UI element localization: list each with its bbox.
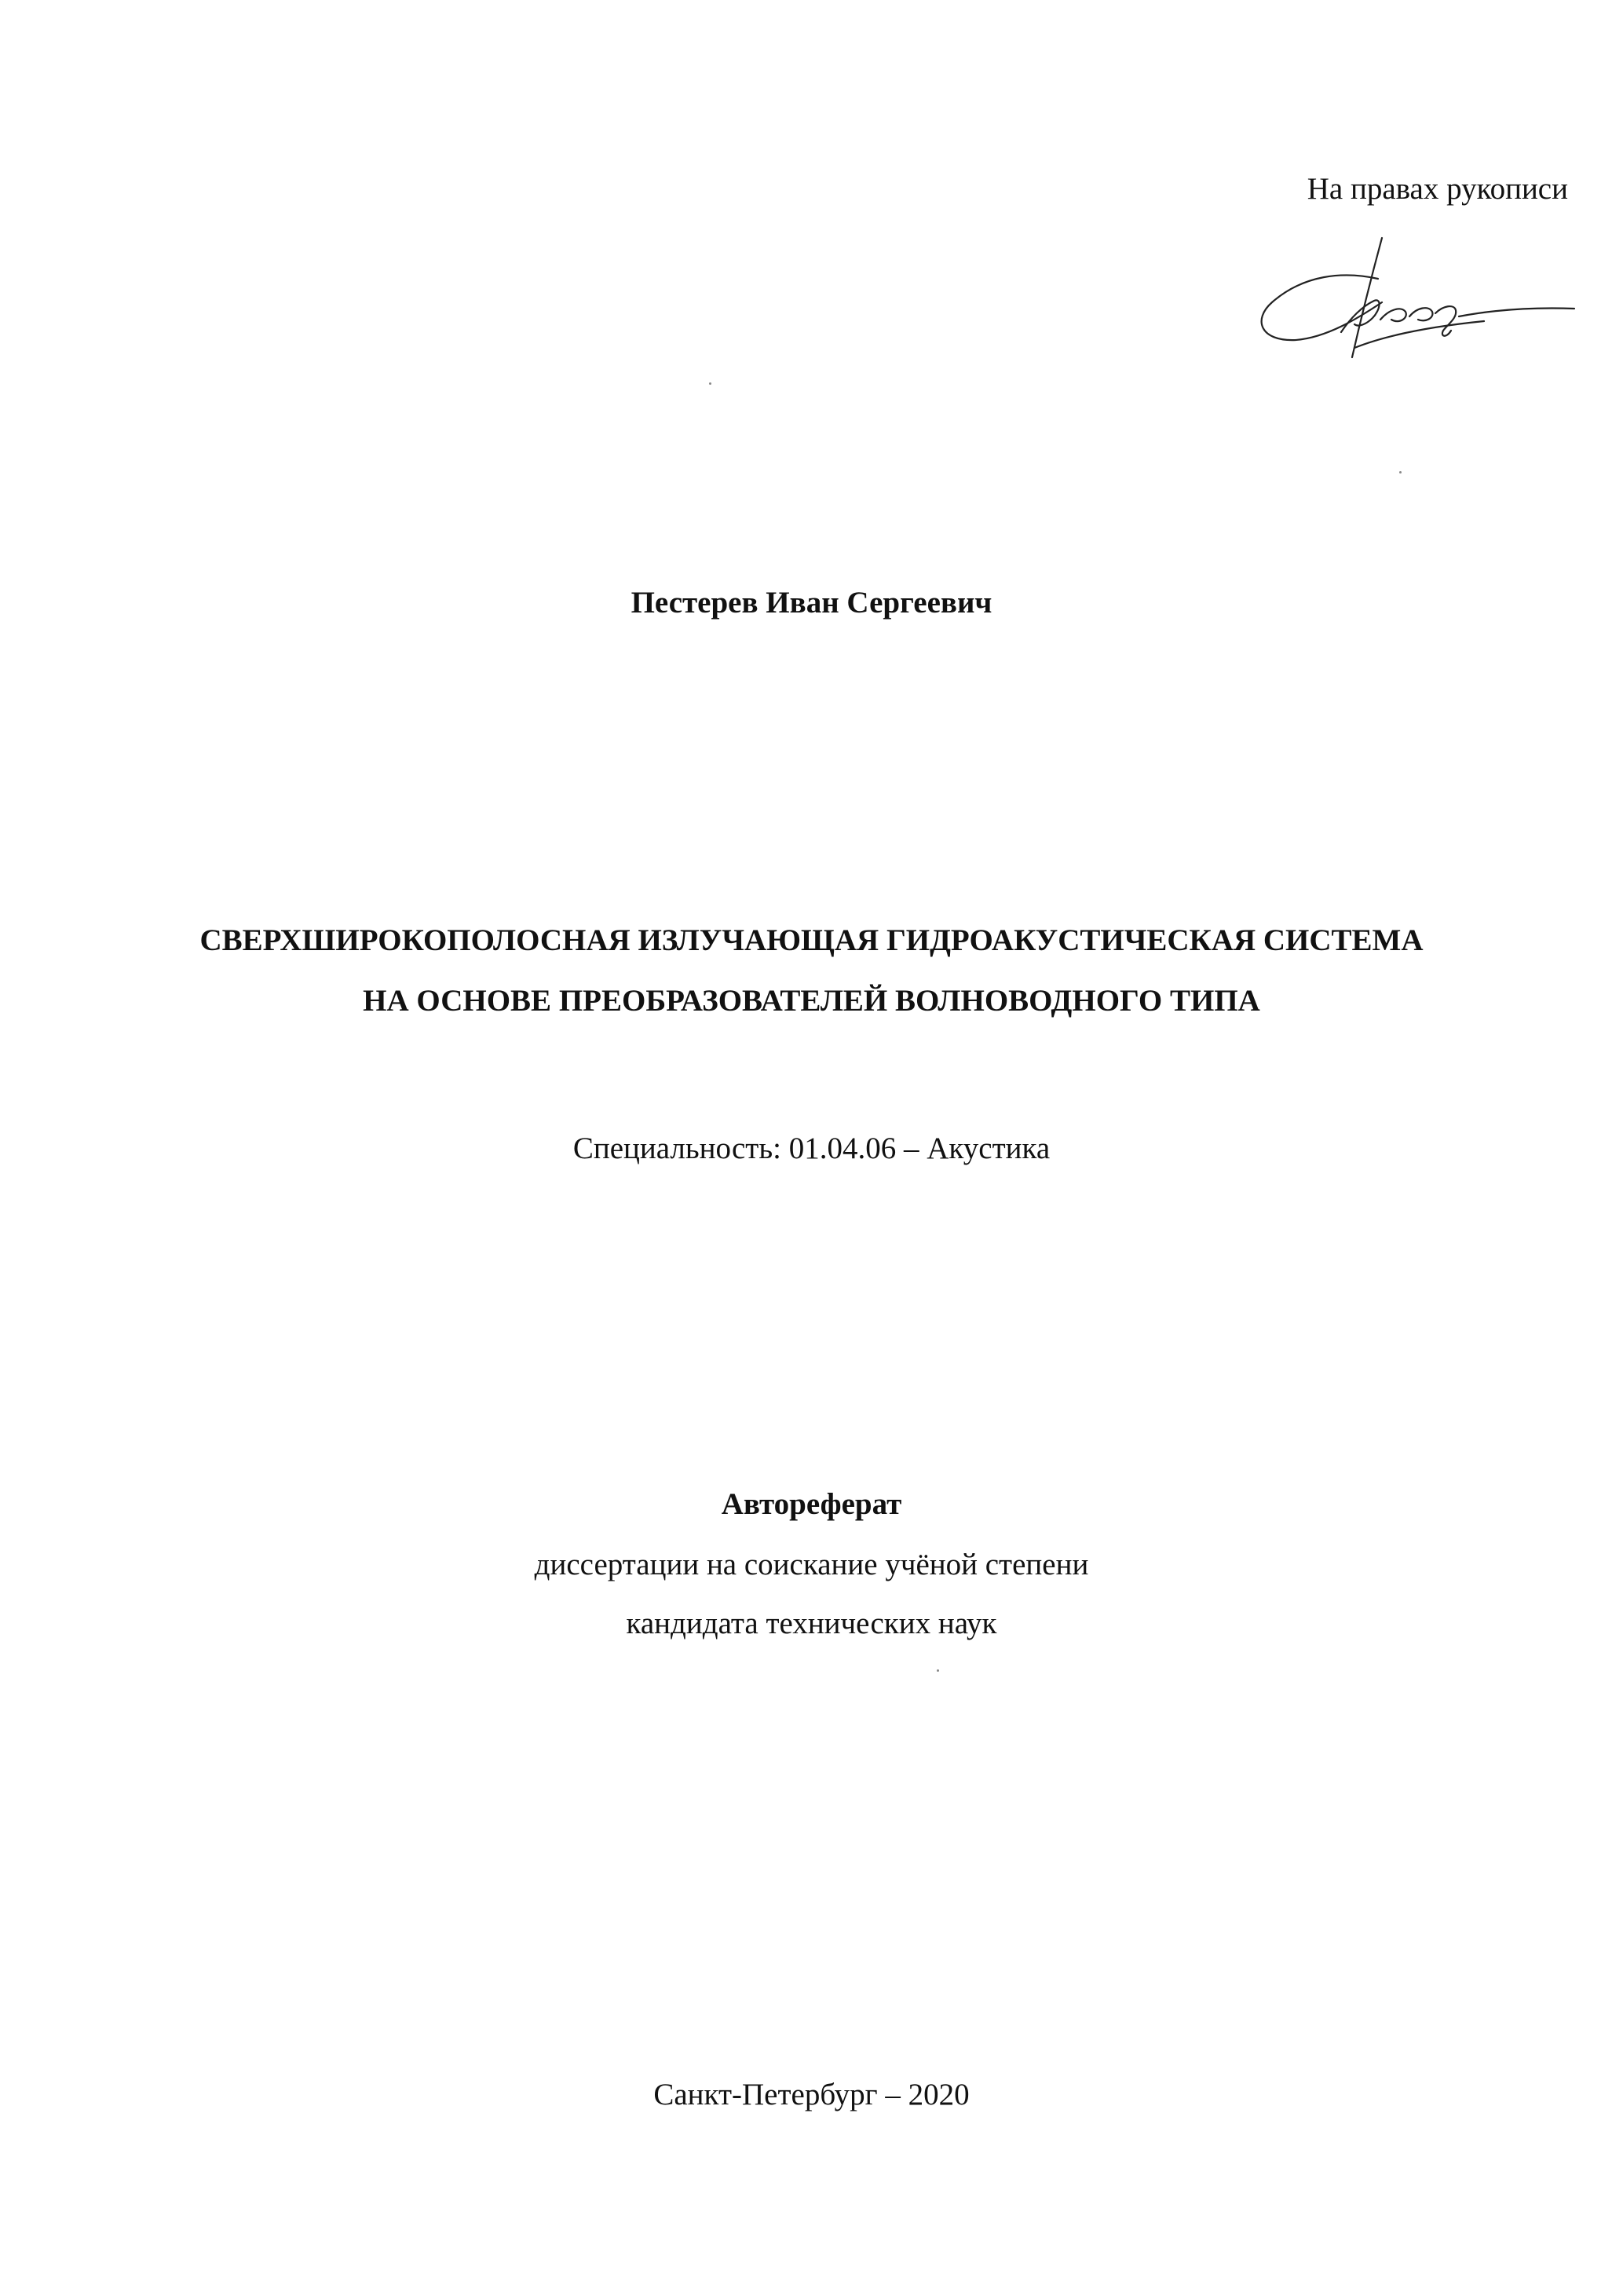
dissertation-title-line-1: СВЕРХШИРОКОПОЛОСНАЯ ИЗЛУЧАЮЩАЯ ГИДРОАКУСТИЧЕСКАЯ СИСТЕМА <box>199 923 1424 957</box>
scan-speck <box>937 1669 939 1672</box>
scan-speck <box>709 382 711 385</box>
specialty-line: Специальность: 01.04.06 – Акустика <box>572 1132 1051 1165</box>
abstract-description-line-1: диссертации на соискание учёной степени <box>534 1548 1089 1581</box>
city-year: Санкт-Петербург – 2020 <box>653 2078 970 2111</box>
scan-speck <box>1399 471 1402 473</box>
author-name: Пестерев Иван Сергеевич <box>631 586 992 620</box>
rights-note: На правах рукописи <box>1307 172 1568 206</box>
handwritten-signature <box>1248 232 1578 365</box>
abstract-label: Автореферат <box>721 1487 902 1521</box>
abstract-description-line-2: кандидата технических наук <box>626 1607 997 1640</box>
dissertation-title-line-2: НА ОСНОВЕ ПРЕОБРАЗОВАТЕЛЕЙ ВОЛНОВОДНОГО ТИПА <box>363 984 1260 1018</box>
